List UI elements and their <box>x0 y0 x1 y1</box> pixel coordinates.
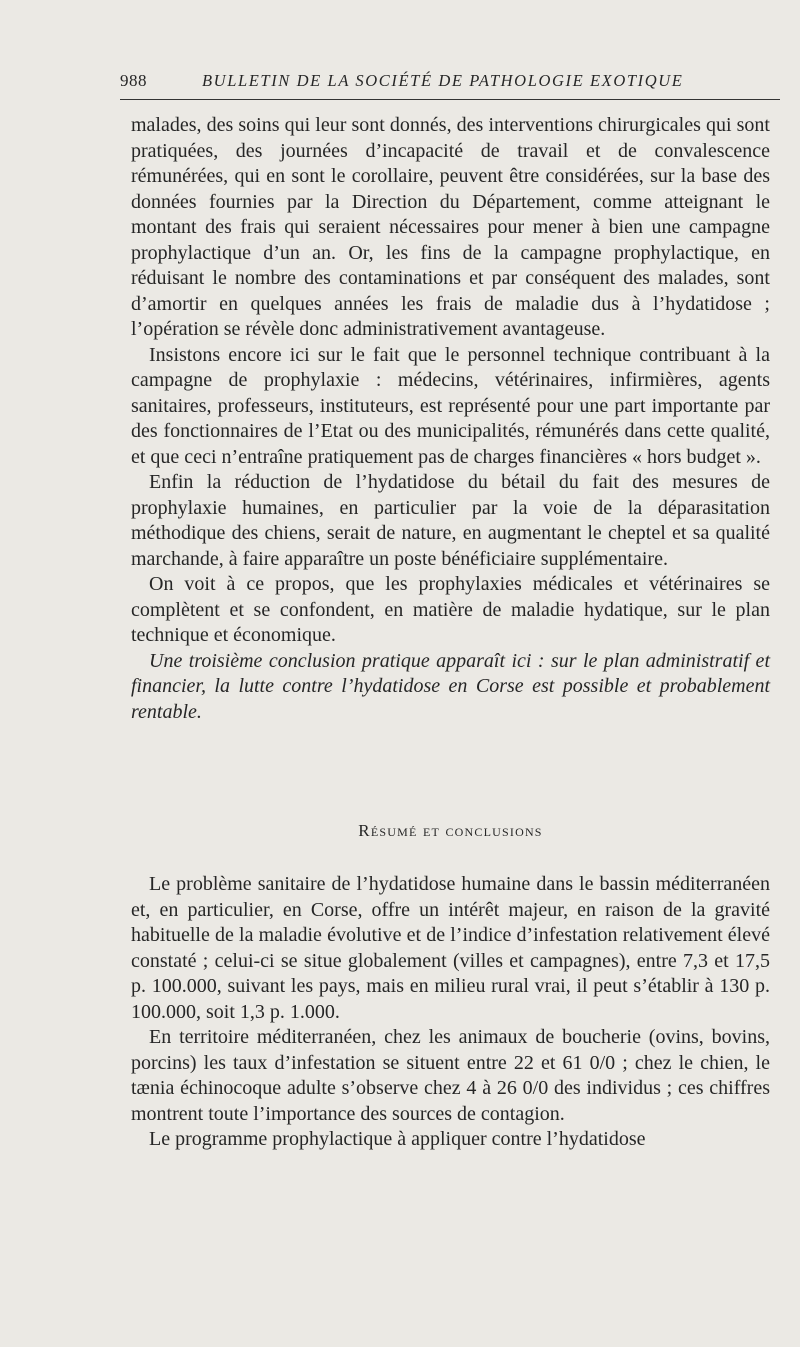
paragraph: On voit à ce propos, que les prophylaxies médicales et vétérinaires se complètent et se confondent, en matière de maladie hydatique, sur le plan technique et économique. <box>131 573 770 646</box>
paragraph: Le programme prophylactique à appliquer contre l’hydatidose <box>149 1128 646 1150</box>
paragraph: malades, des soins qui leur sont donnés, des interventions chirurgicales qui sont pratiquées, des journées d’incapacité de travail et de convalescence rémunérées, qui en sont le corollaire, peuvent être considérées, sur la base des données fournies par la Direction du Département, comme atteignant le montant des frais qui seraient nécessaires pour mener à bien une campagne prophylactique d’un an. Or, les fins de la campagne prophylactique, en réduisant le nombre des contaminations et par conséquent des malades, sont d’amortir en quelques années les frais de maladie dus à l’hydatidose ; l’opération se révèle donc administrativement avantageuse. <box>131 114 770 340</box>
conclusions-text <box>131 872 770 1153</box>
running-title: BULLETIN DE LA SOCIÉTÉ DE PATHOLOGIE EXOTIQUE <box>202 71 684 90</box>
section-heading: Résumé et conclusions <box>358 821 543 840</box>
paragraph-conclusion-italic: Une troisième conclusion pratique apparaît ici : sur le plan administratif et financier, la lutte contre l’hydatidose en Corse est possible et probablement rentable. <box>131 649 770 723</box>
page-number: 988 <box>120 71 147 90</box>
paragraph: Insistons encore ici sur le fait que le personnel technique contribuant à la campagne de prophylaxie : médecins, vétérinaires, infirmières, agents sanitaires, professeurs, instituteurs, est représenté pour une part importante par des fonctionnaires de l’Etat ou des municipalités, rémunérés dans cette qualité, et que ceci n’entraîne pratiquement pas de charges financières « hors budget ». <box>131 343 770 468</box>
paragraph: Enfin la réduction de l’hydatidose du bétail du fait des mesures de prophylaxie humaines, en particulier par la voie de la déparasitation méthodique des chiens, serait de nature, en augmentant le cheptel et sa qualité marchande, à faire apparaître un poste bénéficiaire supplémentaire. <box>131 471 770 570</box>
paragraph: Le problème sanitaire de l’hydatidose humaine dans le bassin méditerranéen et, en particulier, en Corse, offre un intérêt majeur, en raison de la gravité habituelle de la maladie évolutive et de l’indice d’infestation relativement élevé constaté ; celui-ci se situe globalement (villes et campagnes), entre 7,3 et 17,5 p. 100.000, suivant les pays, mais en milieu rural vrai, il peut s’établir à 130 p. 100.000, soit 1,3 p. 1.000. <box>131 873 770 1023</box>
paragraph: En territoire méditerranéen, chez les animaux de boucherie (ovins, bovins, porcins) les taux d’infestation se situent entre 22 et 61 0/0 ; chez le chien, le tænia échinocoque adulte s’observe chez 4 à 26 0/0 des individus ; ces chiffres montrent toute l’importance des sources de contagion. <box>131 1026 770 1125</box>
body-text <box>131 113 770 725</box>
page-header <box>120 71 780 100</box>
